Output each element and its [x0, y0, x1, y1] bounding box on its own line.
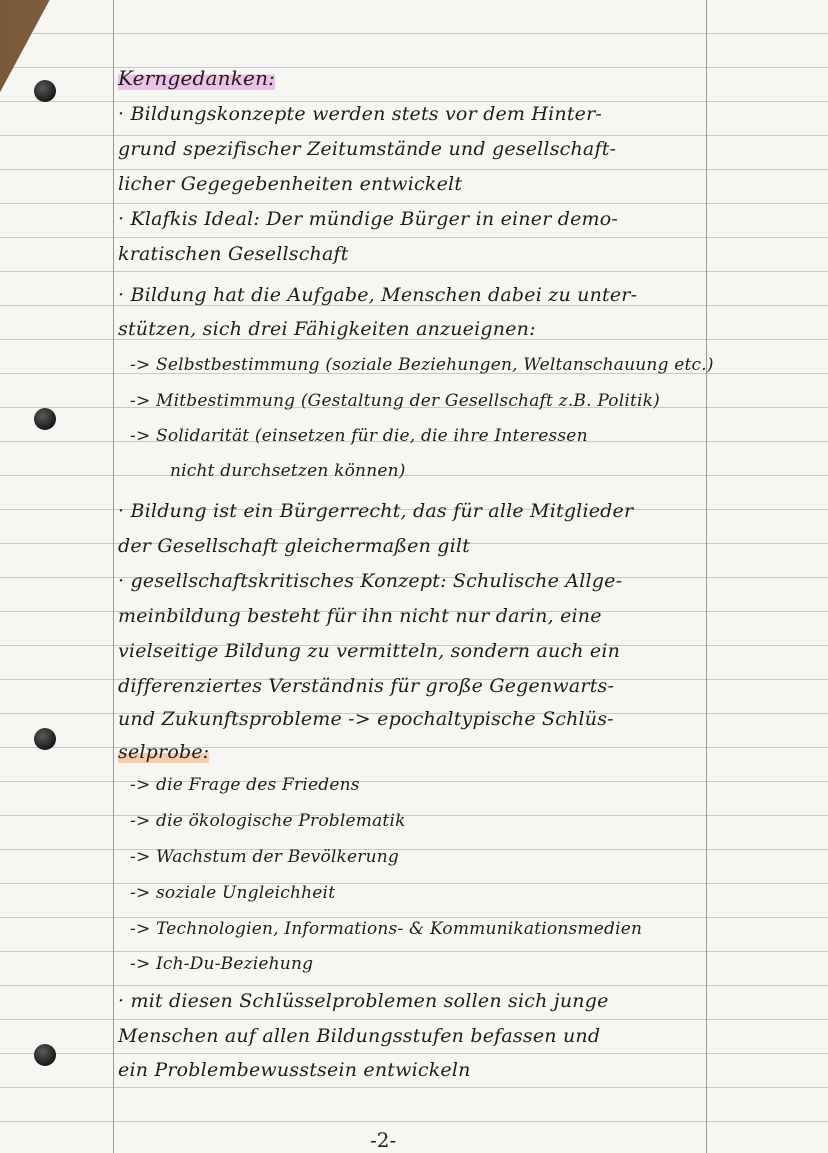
text-line: kratischen Gesellschaft — [118, 243, 349, 265]
text-line: -> die Frage des Friedens — [130, 775, 360, 795]
text-line: nicht durchsetzen können) — [170, 461, 406, 481]
text-line: selprobe: — [118, 741, 210, 763]
text-line: der Gesellschaft gleichermaßen gilt — [118, 535, 471, 557]
text-line: Menschen auf allen Bildungsstufen befassen und — [118, 1025, 601, 1047]
text-line: -> Wachstum der Bevölkerung — [130, 847, 399, 867]
text-line: meinbildung besteht für ihn nicht nur darin, eine — [118, 605, 602, 627]
text-line: vielseitige Bildung zu vermitteln, sondern auch ein — [118, 640, 621, 662]
text-line: -> Technologien, Informations- & Kommunikationsmedien — [130, 919, 643, 939]
text-line: -> soziale Ungleichheit — [130, 883, 336, 903]
text-line: · mit diesen Schlüsselproblemen sollen sich junge — [118, 990, 609, 1012]
text-line: -> Mitbestimmung (Gestaltung der Gesellschaft z.B. Politik) — [130, 391, 660, 411]
text-line: licher Gegegebenheiten entwickelt — [118, 173, 463, 195]
heading: Kerngedanken: — [118, 66, 276, 90]
text-line: · gesellschaftskritisches Konzept: Schulische Allge- — [118, 570, 623, 592]
text-line: · Bildung ist ein Bürgerrecht, das für alle Mitglieder — [118, 500, 634, 522]
text-line: -> die ökologische Problematik — [130, 811, 406, 831]
text-line: und Zukunftsprobleme -> epochaltypische Schlüs- — [118, 708, 614, 730]
text-line: · Bildung hat die Aufgabe, Menschen dabei zu unter- — [118, 284, 638, 306]
punch-hole — [34, 80, 56, 102]
text-line: stützen, sich drei Fähigkeiten anzueignen: — [118, 318, 536, 340]
text-line: differenziertes Verständnis für große Gegenwarts- — [118, 675, 615, 697]
page-number: -2- — [370, 1128, 397, 1152]
right-margin-line — [706, 0, 707, 1153]
text-line: · Bildungskonzepte werden stets vor dem Hinter- — [118, 103, 603, 125]
text-line: ein Problembewusstsein entwickeln — [118, 1059, 471, 1081]
punch-hole — [34, 408, 56, 430]
left-margin-line — [113, 0, 114, 1153]
punch-hole — [34, 1044, 56, 1066]
text-line: -> Solidarität (einsetzen für die, die ihre Interessen — [130, 426, 588, 446]
text-line: -> Ich-Du-Beziehung — [130, 954, 314, 974]
text-line: grund spezifischer Zeitumstände und gesellschaft- — [118, 138, 617, 160]
text-line: · Klafkis Ideal: Der mündige Bürger in einer demo- — [118, 208, 618, 230]
punch-hole — [34, 728, 56, 750]
text-line: -> Selbstbestimmung (soziale Beziehungen, Weltanschauung etc.) — [130, 355, 714, 375]
